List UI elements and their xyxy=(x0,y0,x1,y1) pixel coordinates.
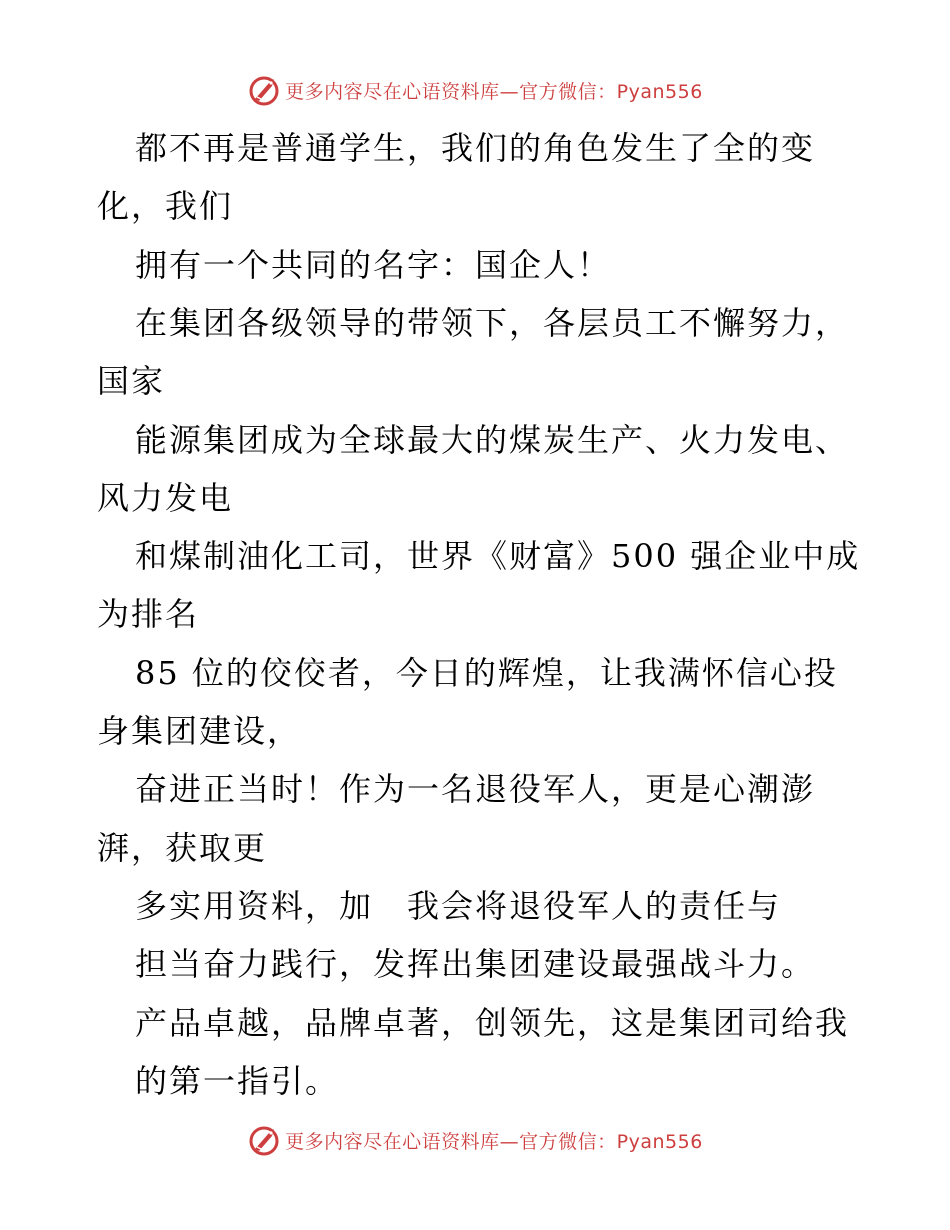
pen-nib-logo-icon xyxy=(247,1123,281,1157)
text-line: 的第一指引。 xyxy=(135,1062,340,1100)
text-line: 湃，获取更 xyxy=(97,829,268,867)
text-line: 化，我们 xyxy=(97,187,234,225)
text-line: 都不再是普通学生，我们的角色发生了全的变 xyxy=(135,129,816,167)
pen-nib-logo-icon xyxy=(247,73,281,107)
text-line: 能源集团成为全球最大的煤炭生产、火力发电、 xyxy=(135,421,850,459)
text-line: 奋进正当时！作为一名退役军人，更是心潮澎 xyxy=(135,770,816,808)
banner-text: 更多内容尽在心语资料库—官方微信：Pyan556 xyxy=(285,1130,703,1153)
text-line: 风力发电 xyxy=(97,479,234,517)
text-line: 担当奋力践行，发挥出集团建设最强战斗力。 xyxy=(135,945,816,983)
text-line: 在集团各级领导的带领下，各层员工不懈努力， xyxy=(135,304,850,342)
text-line: 多实用资料，加 我会将退役军人的责任与 xyxy=(135,887,782,925)
text-line: 拥有一个共同的名字：国企人！ xyxy=(135,246,612,284)
text-line: 身集团建设， xyxy=(97,712,302,750)
text-line: 产品卓越，品牌卓著，创领先，这是集团司给我 xyxy=(135,1004,850,1042)
header-banner xyxy=(0,70,950,110)
text-line: 国家 xyxy=(97,362,166,400)
text-line: 为排名 xyxy=(97,595,200,633)
text-line: 和煤制油化工司，世界《财富》500 强企业中成 xyxy=(135,537,861,575)
banner-text: 更多内容尽在心语资料库—官方微信：Pyan556 xyxy=(285,80,703,103)
text-line: 85 位的佼佼者，今日的辉煌，让我满怀信心投 xyxy=(135,654,838,692)
footer-banner xyxy=(0,1120,950,1160)
